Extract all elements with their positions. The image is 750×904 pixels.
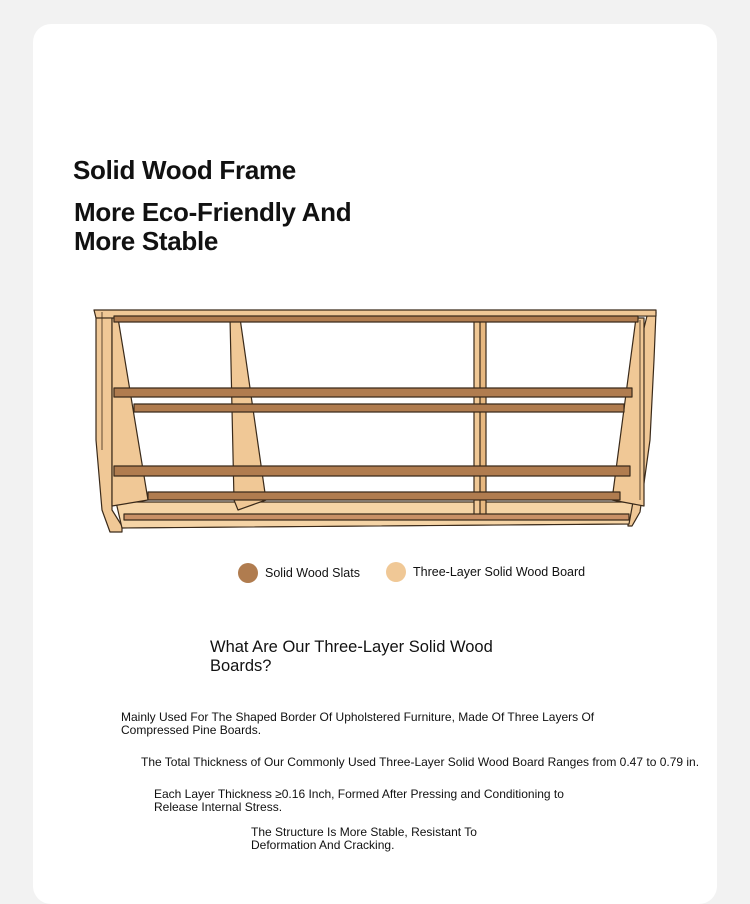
- info-paragraph: Mainly Used For The Shaped Border Of Upholstered Furniture, Made Of Three Layers Of Compressed Pine Boards.: [121, 710, 595, 737]
- sofa-frame-illustration: [88, 300, 668, 540]
- info-paragraph: The Total Thickness of Our Commonly Used Three-Layer Solid Wood Board Ranges from 0.47 to 0.79 in.: [141, 755, 700, 769]
- legend-label: Three-Layer Solid Wood Board: [413, 565, 586, 579]
- section-question: What Are Our Three-Layer Solid Wood Boards?: [210, 638, 493, 675]
- legend-item-three-layer-board: [386, 562, 585, 582]
- upper-slat-back: [134, 404, 624, 412]
- legend-swatch-slats: [238, 563, 258, 583]
- top-slat: [114, 316, 638, 322]
- page-subtitle: More Eco-Friendly And More Stable: [74, 197, 352, 256]
- legend-item-solid-wood-slats: [238, 563, 360, 583]
- page-title: Solid Wood Frame: [73, 155, 296, 185]
- bottom-slat: [124, 514, 629, 520]
- frame-mid-right-post-edge: [480, 320, 486, 516]
- info-paragraph: The Structure Is More Stable, Resistant To Deformation And Cracking.: [251, 825, 477, 852]
- lower-slat-front: [114, 466, 630, 476]
- frame-mid-left-panel: [230, 318, 266, 510]
- legend-swatch-board: [386, 562, 406, 582]
- upper-slat-front: [114, 388, 632, 397]
- legend-label: Solid Wood Slats: [265, 566, 360, 580]
- info-paragraph: Each Layer Thickness ≥0.16 Inch, Formed After Pressing and Conditioning to Release Internal Stress.: [154, 787, 564, 814]
- lower-slat-back: [148, 492, 620, 500]
